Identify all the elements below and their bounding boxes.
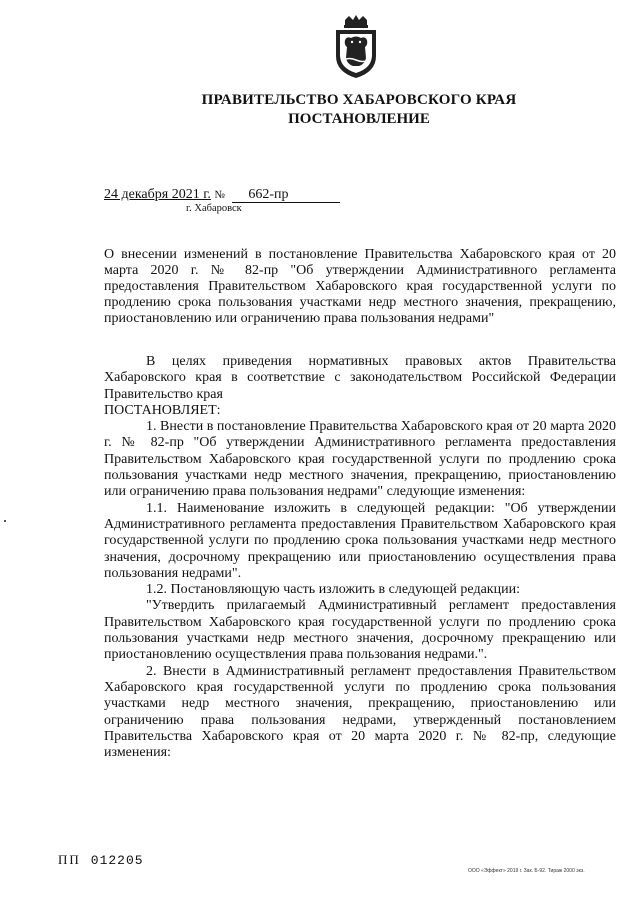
- document-date: 24 декабря 2021 г.: [104, 187, 211, 202]
- khabarovsk-coat-of-arms-icon: [331, 14, 381, 80]
- form-serial: [58, 852, 144, 868]
- document-number: 662-пр: [232, 188, 340, 203]
- preamble-paragraph: В целях приведения нормативных правовых актов Правительства Хабаровского края в соответствие с законодательством Российской Федерации Правительство края: [104, 354, 616, 402]
- document-body: [104, 354, 616, 761]
- scan-speck: [4, 520, 6, 522]
- paragraph-1-1: 1.1. Наименование изложить в следующей редакции: "Об утверждении Административного регламента предоставления Правительством Хабаровского края государственной услуги по продлению срока пользования участками недр местного значения, досрочному прекращению или приостановлению осуществления права пользования недрами".: [104, 500, 616, 581]
- paragraph-1-2: 1.2. Постановляющую часть изложить в следующей редакции:: [146, 582, 520, 598]
- document-city: г. Хабаровск: [186, 203, 242, 214]
- date-number-line: [104, 187, 340, 203]
- form-serial-number: 012205: [90, 853, 144, 868]
- government-name: ПРАВИТЕЛЬСТВО ХАБАРОВСКОГО КРАЯ: [201, 92, 517, 108]
- form-series: ПП: [58, 852, 81, 867]
- number-label: №: [214, 189, 225, 201]
- paragraph-1-2-quote: "Утвердить прилагаемый Административный регламент предоставления Правительством Хабаровского края государственной услуги по продлению срока пользования участками недр местного значения, досрочному прекращению или приостановлению осуществления права пользования недрами.".: [104, 598, 616, 663]
- printer-imprint: ООО «Эффект» 2019 г. Зак. Б-92. Тираж 2000 экз.: [468, 868, 585, 874]
- document-subject: О внесении изменений в постановление Правительства Хабаровского края от 20 марта 2020 г. № 82-пр "Об утверждении Административного регламента предоставления Правительством Хабаровского края государственной услуги по продлению срока пользования участками недр местного значения, прекращению, приостановлению или ограничению права пользования недрами": [104, 247, 616, 326]
- paragraph-1: 1. Внести в постановление Правительства Хабаровского края от 20 марта 2020 г. № 82-пр "Об утверждении Административного регламента предоставления Правительством Хабаровского края государственной услуги по продлению срока пользования участками недр местного значения, прекращению, приостановлению или ограничению права пользования недрами" следующие изменения:: [104, 419, 616, 500]
- document-type: ПОСТАНОВЛЕНИЕ: [288, 111, 430, 127]
- resolves-heading: ПОСТАНОВЛЯЕТ:: [104, 402, 221, 418]
- paragraph-2: 2. Внести в Административный регламент предоставления Правительством Хабаровского края государственной услуги по продлению срока пользования участками недр местного значения, прекращению, приостановлению или ограничению права пользования недрами, утвержденный постановлением Правительства Хабаровского края от 20 марта 2020 г. № 82-пр, следующие изменения:: [104, 663, 616, 761]
